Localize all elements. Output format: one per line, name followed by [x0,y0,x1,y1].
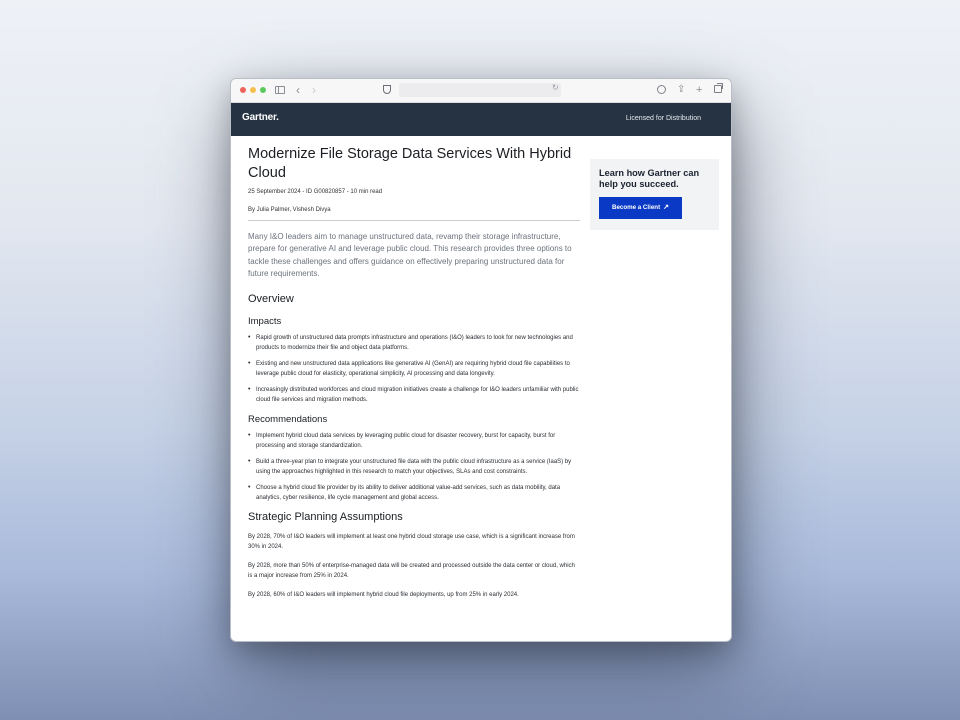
article-content [248,145,580,600]
list-item: • Implement hybrid cloud data services by leveraging public cloud for disaster recovery, burst for capacity, burst for processing and storage standardization. [248,431,580,451]
article-authors: By Julia Palmer, Vishesh Divya [248,207,331,213]
divider [248,220,580,221]
back-icon[interactable]: ‹ [296,83,300,97]
shield-icon[interactable] [383,85,391,94]
cta-title: Learn how Gartner can help you succeed. [599,168,700,189]
browser-window [230,78,732,642]
download-icon[interactable] [657,85,666,94]
arrow-up-right-icon: ↗ [663,204,669,211]
sidebar-icon[interactable] [275,86,285,94]
zoom-window-button[interactable] [260,87,266,93]
impacts-list [248,333,580,405]
tabs-overview-icon[interactable] [714,85,722,93]
list-item: • Build a three-year plan to integrate your unstructured file data with the public cloud infrastructure as a service (IaaS) by using the approaches highlighted in this research to match your objectives, SLAs and cost constraints. [248,457,580,477]
assumptions-heading: Strategic Planning Assumptions [248,511,403,524]
site-header [231,103,731,136]
browser-toolbar [231,79,731,103]
become-client-button[interactable] [599,197,682,219]
close-window-button[interactable] [240,87,246,93]
assumption-paragraph: By 2028, more than 50% of enterprise-managed data will be created and processed outside the data center or cloud, which is a major increase from 25% in 2024. [248,563,575,580]
article-meta: 25 September 2024 - ID G00820857 - 10 min read [248,189,383,195]
gartner-logo[interactable]: Gartner. [242,112,279,123]
list-item: • Increasingly distributed workforces and cloud migration initiatives create a challenge for I&O leaders unfamiliar with public cloud file services and migration methods. [248,385,580,405]
become-client-label: Become a Client [611,204,661,211]
impacts-heading: Impacts [248,316,282,328]
list-item: • Rapid growth of unstructured data prompts infrastructure and operations (I&O) leaders to look for new technologies and products to modernize their file and object data platforms. [248,333,580,353]
assumption-paragraph: By 2028, 60% of I&O leaders will implement hybrid cloud file deployments, up from 25% in early 2024. [248,592,519,599]
new-tab-icon[interactable]: + [696,84,703,96]
share-icon[interactable]: ⇪ [677,84,686,95]
forward-icon[interactable]: › [312,83,316,97]
reload-icon[interactable]: ↻ [552,83,559,92]
article-summary: Many I&O leaders aim to manage unstructured data, revamp their storage infrastructure, prepare for generative AI and leverage public cloud. This research provides three options to tackle these challenges and offers guidance on effectively preparing unstructured data for future requirements. [248,232,572,278]
assumption-paragraph: By 2028, 70% of I&O leaders will implement at least one hybrid cloud storage use case, which is a significant increase from 30% in 2024. [248,534,575,551]
minimize-window-button[interactable] [250,87,256,93]
overview-heading: Overview [248,293,294,306]
address-bar[interactable] [399,83,561,97]
list-item: • Existing and new unstructured data applications like generative AI (GenAI) are requiring hybrid cloud file capabilities to leverage public cloud for elasticity, operational simplicity, AI processing and data longevity. [248,359,580,379]
cta-panel [590,159,719,230]
recommendations-list [248,431,580,503]
article-title: Modernize File Storage Data Services With Hybrid Cloud [248,146,572,181]
recommendations-heading: Recommendations [248,414,328,426]
list-item: • Choose a hybrid cloud file provider by its ability to deliver additional value-add services, such as data mobility, data analytics, cyber resilience, life cycle management and global access. [248,483,580,503]
licensed-label: Licensed for Distribution [625,115,701,122]
